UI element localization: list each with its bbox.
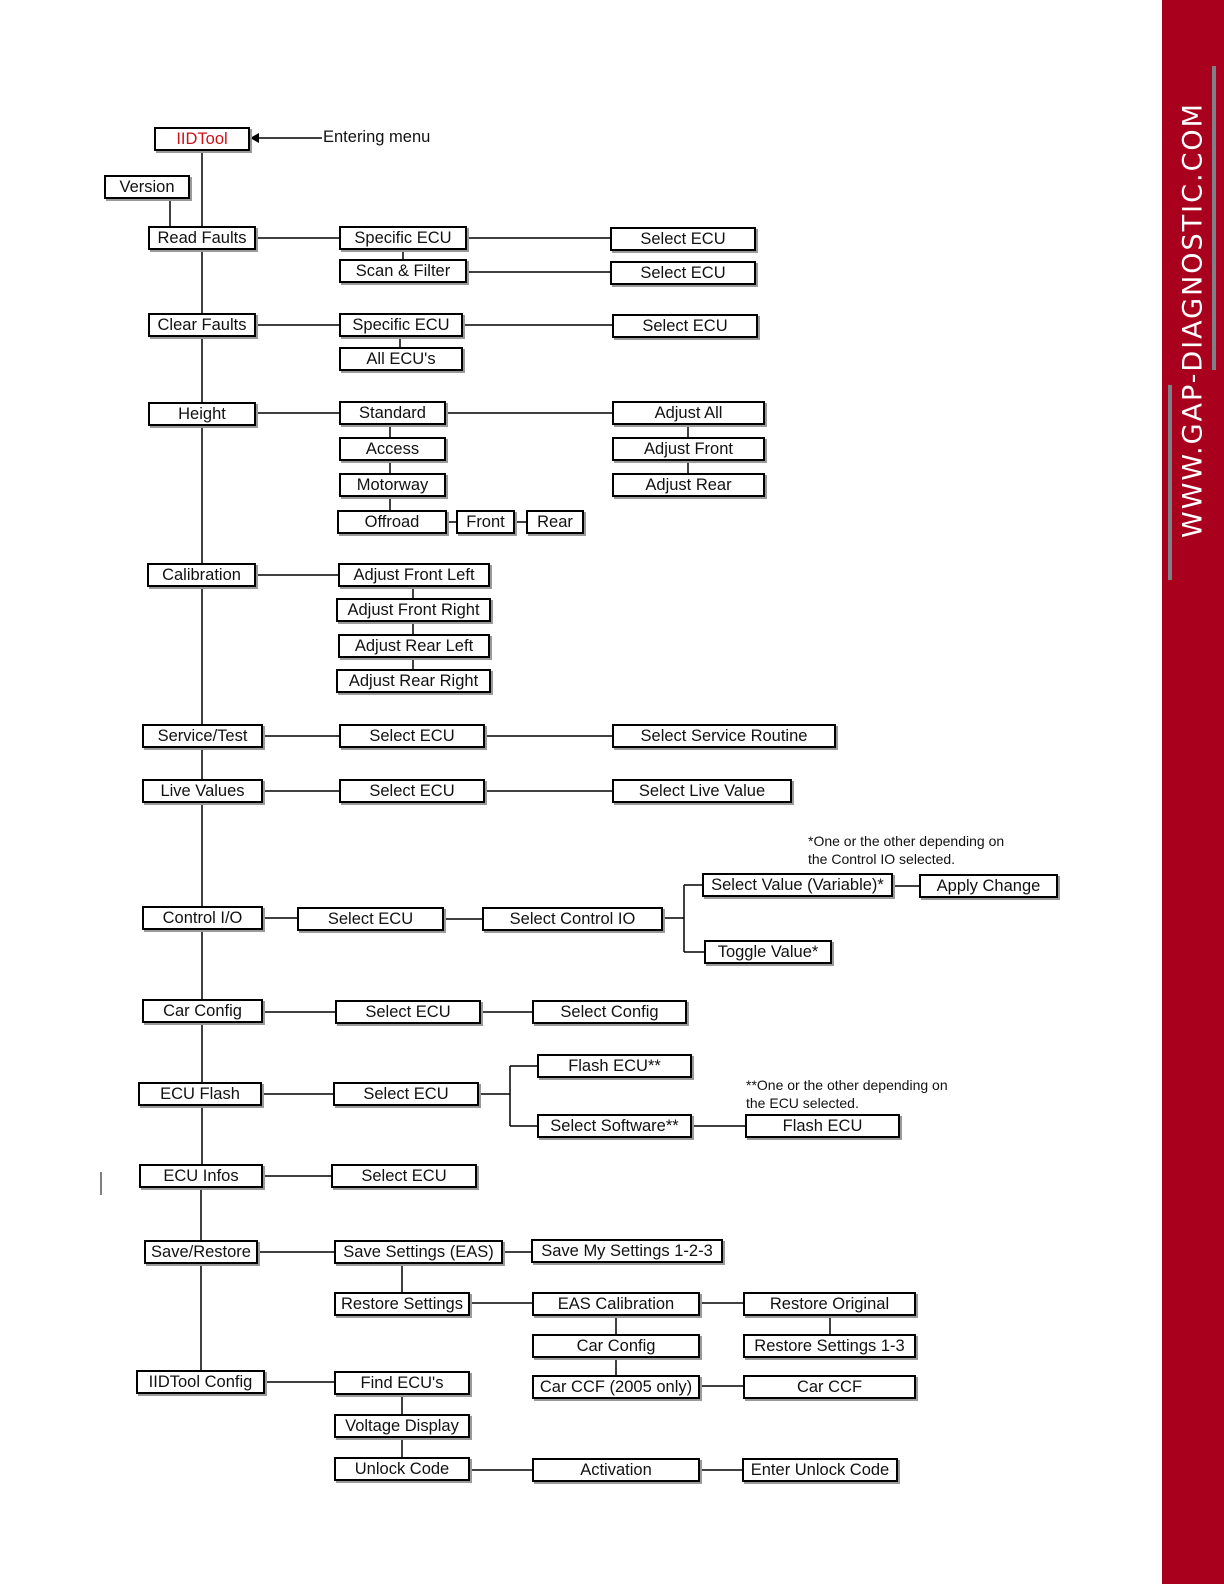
apply-change-box: Apply Change (919, 874, 1058, 898)
live-values-select-ecu-box: Select ECU (339, 779, 485, 803)
select-software-box: Select Software** (537, 1114, 692, 1138)
adjust-rear-left-box: Adjust Rear Left (338, 634, 490, 658)
control-io-box: Control I/O (142, 906, 263, 930)
adjust-rear-right-box: Adjust Rear Right (336, 669, 491, 693)
read-faults-specific-ecu-box: Specific ECU (339, 226, 467, 250)
clear-faults-specific-ecu-box: Specific ECU (339, 313, 463, 337)
flash-ecu-box-1: Flash ECU** (537, 1054, 692, 1078)
toggle-value-box: Toggle Value* (704, 940, 832, 964)
select-live-value-box: Select Live Value (612, 779, 792, 803)
control-io-footnote: *One or the other depending on the Control IO selected. (808, 833, 1005, 867)
restore-original-box: Restore Original (743, 1292, 916, 1316)
restore-settings-box: Restore Settings (334, 1292, 470, 1316)
voltage-display-box: Voltage Display (334, 1414, 470, 1438)
adjust-rear-box: Adjust Rear (612, 473, 765, 497)
motorway-box: Motorway (339, 473, 446, 497)
scan-filter-box: Scan & Filter (339, 259, 467, 283)
car-ccf-2005-box: Car CCF (2005 only) (532, 1375, 700, 1399)
ecu-flash-box: ECU Flash (138, 1082, 262, 1106)
adjust-front-left-box: Adjust Front Left (338, 563, 490, 587)
read-faults-select-ecu-box-2: Select ECU (610, 261, 756, 285)
control-io-select-ecu-box: Select ECU (297, 907, 444, 931)
save-my-settings-box: Save My Settings 1-2-3 (531, 1239, 723, 1263)
version-box: Version (104, 175, 190, 199)
service-test-box: Service/Test (142, 724, 263, 748)
ecu-infos-select-ecu-box: Select ECU (331, 1164, 477, 1188)
find-ecus-box: Find ECU's (334, 1371, 470, 1395)
enter-unlock-code-box: Enter Unlock Code (742, 1458, 898, 1482)
height-box: Height (148, 402, 256, 426)
select-config-box: Select Config (532, 1000, 687, 1024)
entering-menu-callout: Entering menu (323, 128, 431, 146)
car-config-select-ecu-box: Select ECU (335, 1000, 481, 1024)
all-ecus-box: All ECU's (339, 347, 463, 371)
save-settings-eas-box: Save Settings (EAS) (334, 1240, 503, 1264)
offroad-rear-box: Rear (526, 510, 584, 534)
clear-faults-select-ecu-box: Select ECU (612, 314, 758, 338)
calibration-box: Calibration (147, 563, 256, 587)
car-config-box: Car Config (142, 999, 263, 1023)
iidtool-root-box: IIDTool (154, 127, 250, 151)
eas-calibration-box: EAS Calibration (532, 1292, 700, 1316)
offroad-box: Offroad (337, 510, 447, 534)
ecu-infos-box: ECU Infos (139, 1164, 263, 1188)
car-ccf-box: Car CCF (743, 1375, 916, 1399)
brand-sidebar (1162, 0, 1224, 1584)
offroad-front-box: Front (456, 510, 515, 534)
clear-faults-box: Clear Faults (148, 313, 256, 337)
restore-settings-1-3-box: Restore Settings 1-3 (743, 1334, 916, 1358)
iidtool-config-box: IIDTool Config (136, 1370, 265, 1394)
select-value-variable-box: Select Value (Variable)* (702, 873, 893, 897)
read-faults-select-ecu-box-1: Select ECU (610, 227, 756, 251)
adjust-front-right-box: Adjust Front Right (336, 598, 491, 622)
adjust-front-box: Adjust Front (612, 437, 765, 461)
sidebar-accent-rule-2 (1212, 66, 1216, 370)
adjust-all-box: Adjust All (612, 401, 765, 425)
service-test-select-ecu-box: Select ECU (339, 724, 485, 748)
flash-ecu-box-2: Flash ECU (745, 1114, 900, 1138)
ecu-flash-select-ecu-box: Select ECU (333, 1082, 479, 1106)
select-control-io-box: Select Control IO (482, 907, 663, 931)
unlock-code-box: Unlock Code (334, 1457, 470, 1481)
entering-arrowhead (250, 133, 259, 143)
sidebar-accent-rule (1168, 385, 1172, 580)
read-faults-box: Read Faults (148, 226, 256, 250)
website-url-text[interactable]: WWW.GAP-DIAGNOSTIC.COM (1177, 102, 1209, 538)
save-restore-box: Save/Restore (144, 1240, 258, 1264)
live-values-box: Live Values (142, 779, 263, 803)
ecu-flash-footnote: **One or the other depending on the ECU selected. (746, 1077, 948, 1111)
save-restore-car-config-box: Car Config (532, 1334, 700, 1358)
activation-box: Activation (532, 1458, 700, 1482)
select-service-routine-box: Select Service Routine (612, 724, 836, 748)
standard-box: Standard (339, 401, 446, 425)
access-box: Access (339, 437, 446, 461)
